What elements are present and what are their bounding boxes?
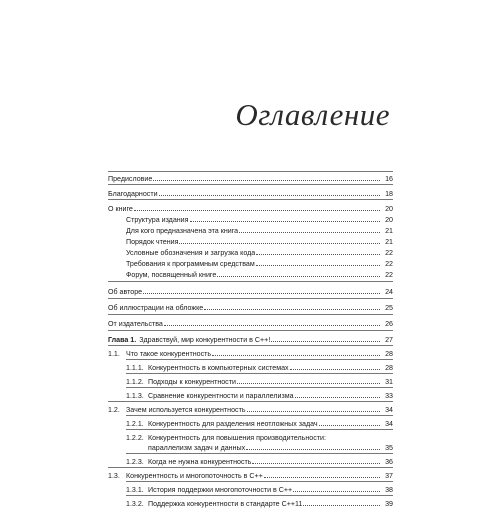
toc-page-number: 20 [385, 205, 393, 213]
toc-page-number: 38 [385, 486, 393, 494]
leader-dots [217, 276, 380, 277]
toc-entry-cover-illustration [108, 300, 393, 312]
toc-page-number: 16 [385, 175, 393, 183]
section-number: 1.1.1. [126, 364, 144, 372]
section-number: 1.2.3. [126, 458, 144, 466]
toc-page-number: 28 [385, 364, 393, 372]
toc-page-number: 34 [385, 420, 393, 428]
toc-entry-label: Требования к программным средствам [126, 260, 255, 268]
page-title: Оглавление [235, 97, 390, 132]
leader-dots [239, 232, 380, 233]
leader-dots [303, 505, 380, 506]
section-number: 1.2.1. [126, 420, 144, 428]
leader-dots [179, 243, 380, 244]
leader-dots [256, 254, 380, 255]
section-number: 1.1.3. [126, 392, 144, 400]
leader-dots [237, 383, 380, 384]
divider [108, 281, 393, 282]
toc-entry-1-2 [108, 402, 393, 414]
toc-entry-chapter-1 [108, 332, 393, 344]
toc-entry-acknowledgments [108, 186, 393, 198]
divider [108, 314, 393, 315]
toc-entry-1-2-1 [126, 416, 393, 428]
toc-entry-label: Здравствуй, мир конкурентности в C++! [139, 336, 271, 344]
toc-page-number: 37 [385, 472, 393, 480]
section-number: 1.3. [108, 472, 120, 480]
toc-page-number: 20 [385, 216, 393, 224]
toc-entry-label: Предисловие [108, 175, 153, 183]
toc-page-number: 22 [385, 249, 393, 257]
leader-dots [204, 309, 380, 310]
toc-entry-label: Об иллюстрации на обложке [108, 304, 204, 312]
toc-page-number: 31 [385, 378, 393, 386]
toc-entry-label: Подходы к конкурентности [148, 378, 236, 386]
toc-entry-label: Структура издания [126, 216, 189, 224]
section-number: 1.3.1. [126, 486, 144, 494]
toc-page-number: 24 [385, 288, 393, 296]
toc-page-number: 26 [385, 320, 393, 328]
chapter-number: Глава 1. [108, 336, 137, 344]
toc-entry-label: История поддержки многопоточности в C++ [148, 486, 293, 494]
toc-entry-label: Конкурентность и многопоточность в C++ [126, 472, 263, 480]
leader-dots [293, 491, 380, 492]
leader-dots [153, 180, 380, 181]
leader-dots [264, 477, 380, 478]
leader-dots [247, 411, 380, 412]
toc-entry-1-3 [108, 468, 393, 480]
toc-entry-label: Конкурентность для повышения производительности: [148, 434, 326, 442]
divider [108, 330, 393, 331]
leader-dots [212, 355, 380, 356]
toc-page-number: 21 [385, 227, 393, 235]
divider [108, 184, 393, 185]
toc-entry-1-1-2 [126, 374, 393, 386]
toc-entry-preface [108, 171, 393, 183]
toc-entry-1-2-3 [126, 454, 393, 466]
leader-dots [159, 195, 380, 196]
toc-entry-label: Об авторе [108, 288, 143, 296]
toc-page-number: 27 [385, 336, 393, 344]
section-number: 1.1. [108, 350, 120, 358]
toc-entry-1-1-1 [126, 360, 393, 372]
toc-entry-label: Конкурентность для разделения неотложных задач [148, 420, 318, 428]
toc-entry-label: Благодарности [108, 190, 158, 198]
leader-dots [143, 293, 380, 294]
toc-page-number: 25 [385, 304, 393, 312]
toc-entry-label: Для кого предназначена эта книга [126, 227, 239, 235]
toc-entry-label: Условные обозначения и загрузка кода [126, 249, 256, 257]
leader-dots [252, 463, 380, 464]
toc-entry-label: Форум, посвященный книге [126, 271, 217, 279]
leader-dots [319, 425, 380, 426]
toc-entry-1-3-2 [126, 496, 393, 508]
leader-dots [246, 449, 380, 450]
leader-dots [190, 221, 381, 222]
leader-dots [164, 325, 380, 326]
toc-entry-1-2-2-cont [148, 440, 393, 452]
section-number: 1.3.2. [126, 500, 144, 508]
toc-page-number: 33 [385, 392, 393, 400]
section-number: 1.2. [108, 406, 120, 414]
toc-page-number: 28 [385, 350, 393, 358]
toc-page-number: 21 [385, 238, 393, 246]
toc-entry-label: Поддержка конкурентности в стандарте C++11 [148, 500, 303, 508]
leader-dots [271, 341, 380, 342]
toc-page-number: 39 [385, 500, 393, 508]
toc-page-number: 34 [385, 406, 393, 414]
toc-entry-label: Зачем используется конкурентность [126, 406, 246, 414]
toc-page-number: 18 [385, 190, 393, 198]
toc-page-number: 22 [385, 271, 393, 279]
section-number: 1.2.2. [126, 434, 144, 442]
toc-page-number: 22 [385, 260, 393, 268]
leader-dots [290, 369, 380, 370]
toc-entry-label: От издательства [108, 320, 163, 328]
toc-entry-1-3-1 [126, 482, 393, 494]
toc-entry-label: параллелизм задач и данных [148, 444, 246, 452]
toc-page-number: 36 [385, 458, 393, 466]
toc-entry-label: Конкурентность в компьютерных системах [148, 364, 289, 372]
leader-dots [256, 265, 380, 266]
toc-entry-label: Когда не нужна конкурентность [148, 458, 252, 466]
toc-entry-1-1 [108, 346, 393, 358]
divider [108, 298, 393, 299]
divider [108, 199, 393, 200]
toc-entry-1-1-3 [126, 388, 393, 400]
section-number: 1.1.2. [126, 378, 144, 386]
leader-dots [134, 210, 380, 211]
toc-entry-label: Порядок чтения [126, 238, 179, 246]
toc-entry-publisher [108, 316, 393, 328]
toc-entry-about-author [108, 284, 393, 296]
leader-dots [295, 397, 380, 398]
toc-page-number: 35 [385, 444, 393, 452]
toc-entry-label: О книге [108, 205, 133, 213]
toc-entry-label: Сравнение конкурентности и параллелизма [148, 392, 294, 400]
toc-entry-label: Что такое конкурентность [126, 350, 212, 358]
toc-entry-forum [126, 267, 393, 279]
